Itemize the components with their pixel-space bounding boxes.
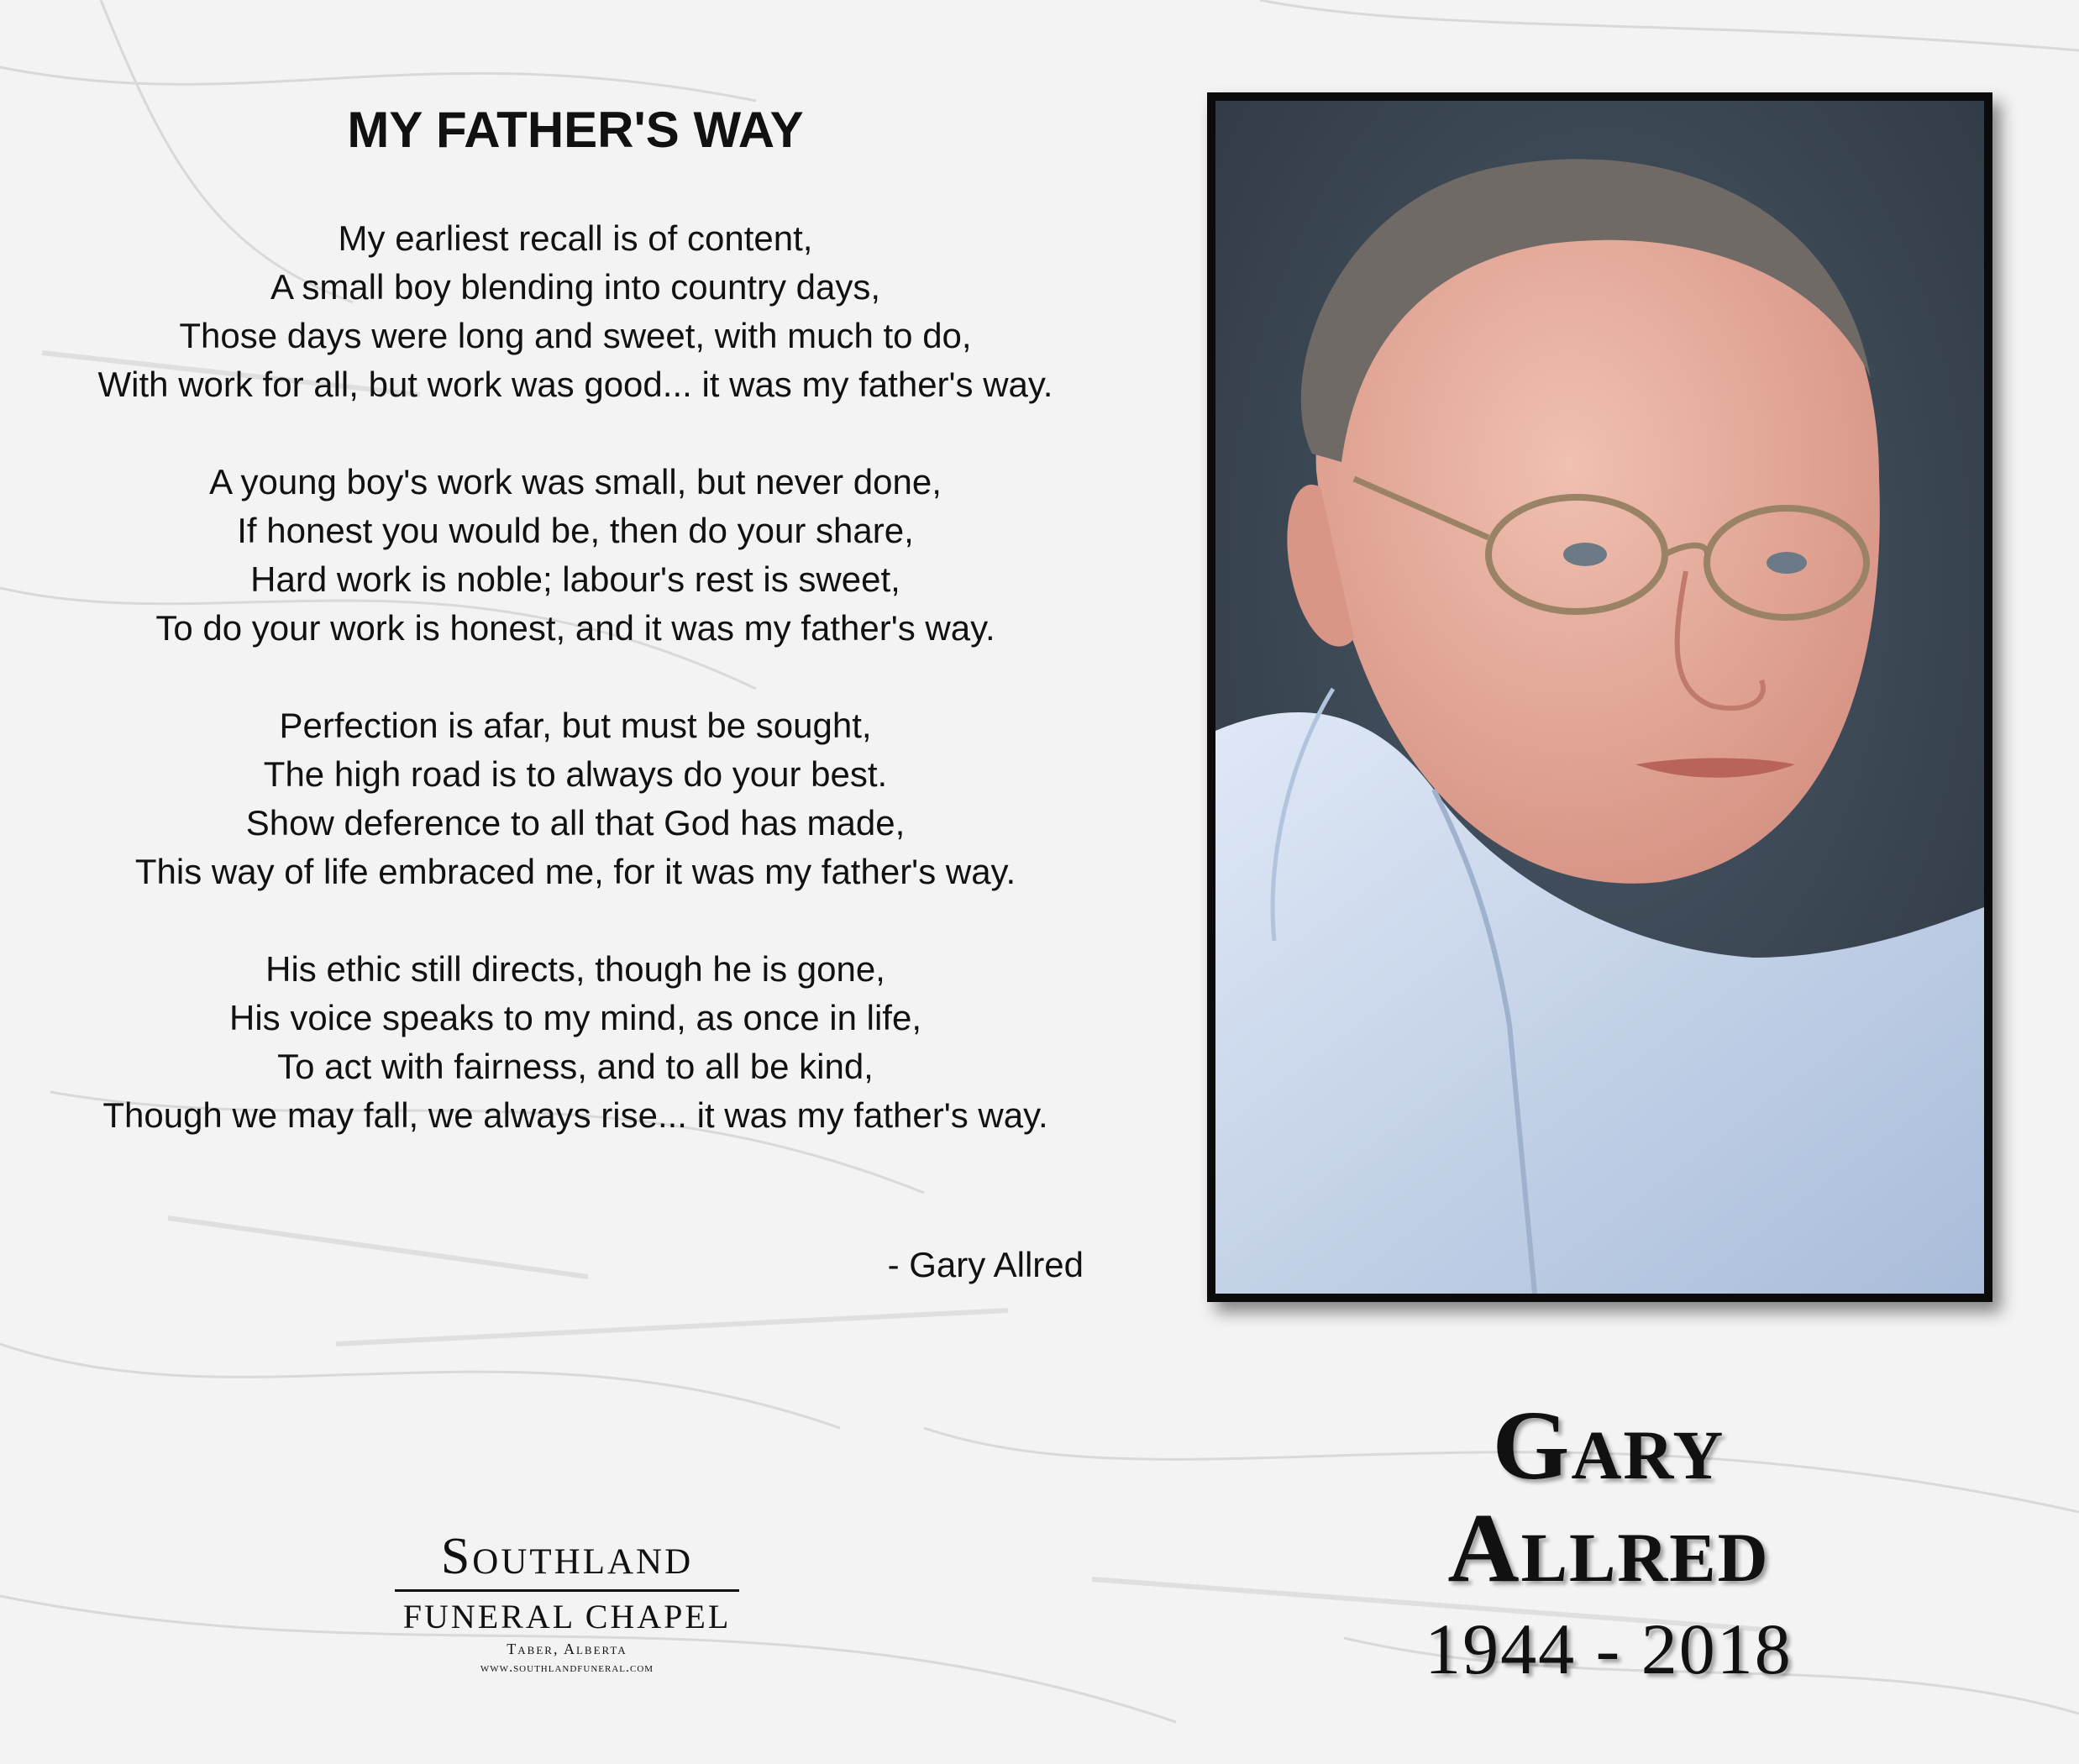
poem-line: This way of life embraced me, for it was my father's way. [134,852,1016,891]
poem-author: - Gary Allred [887,1245,1084,1284]
poem-line: His ethic still directs, though he is gone, [265,949,885,989]
poem-line: If honest you would be, then do your share, [237,511,914,550]
poem-line: Hard work is noble; labour's rest is sweet, [250,559,900,599]
funeral-home-website: www.southlandfuneral.com [480,1661,654,1675]
poem-title: MY FATHER'S WAY [347,102,804,158]
poem-line: His voice speaks to my mind, as once in life, [228,998,921,1037]
poem-line: My earliest recall is of content, [338,218,813,258]
portrait-photo [1215,101,1984,1294]
memorial-first-name: Gary [1492,1390,1725,1500]
poem-stanza [25,701,1126,896]
poem-line: The high road is to always do your best. [263,754,888,794]
poem-line: With work for all, but work was good... it was my father's way. [97,365,1053,404]
poem-body [25,214,1126,1189]
poem-stanza [25,458,1126,653]
funeral-home-name: Southland [395,1529,739,1592]
portrait-frame [1207,92,1992,1302]
poem-line: Those days were long and sweet, with much to do, [179,316,972,355]
poem-line: Perfection is afar, but must be sought, [279,706,872,745]
poem-line: A young boy's work was small, but never done, [209,462,942,501]
portrait-illustration [1215,101,1984,1294]
funeral-home-location: Taber, Alberta [507,1641,627,1657]
memorial-years: 1944 - 2018 [1425,1609,1793,1689]
poem-line: Show deference to all that God has made, [245,803,906,843]
memorial-name-block [1361,1390,1856,1695]
funeral-home-logo [395,1529,739,1677]
poem-line: To do your work is honest, and it was my father's way. [155,608,995,648]
poem-line: To act with fairness, and to all be kind, [277,1047,874,1086]
funeral-home-subtitle: FUNERAL CHAPEL [402,1598,732,1635]
poem-stanza [25,945,1126,1140]
memorial-last-name: Allred [1447,1493,1770,1603]
poem-line: A small boy blending into country days, [270,267,881,307]
poem-line: Though we may fall, we always rise... it was my father's way. [102,1095,1048,1135]
poem-stanza [25,214,1126,409]
